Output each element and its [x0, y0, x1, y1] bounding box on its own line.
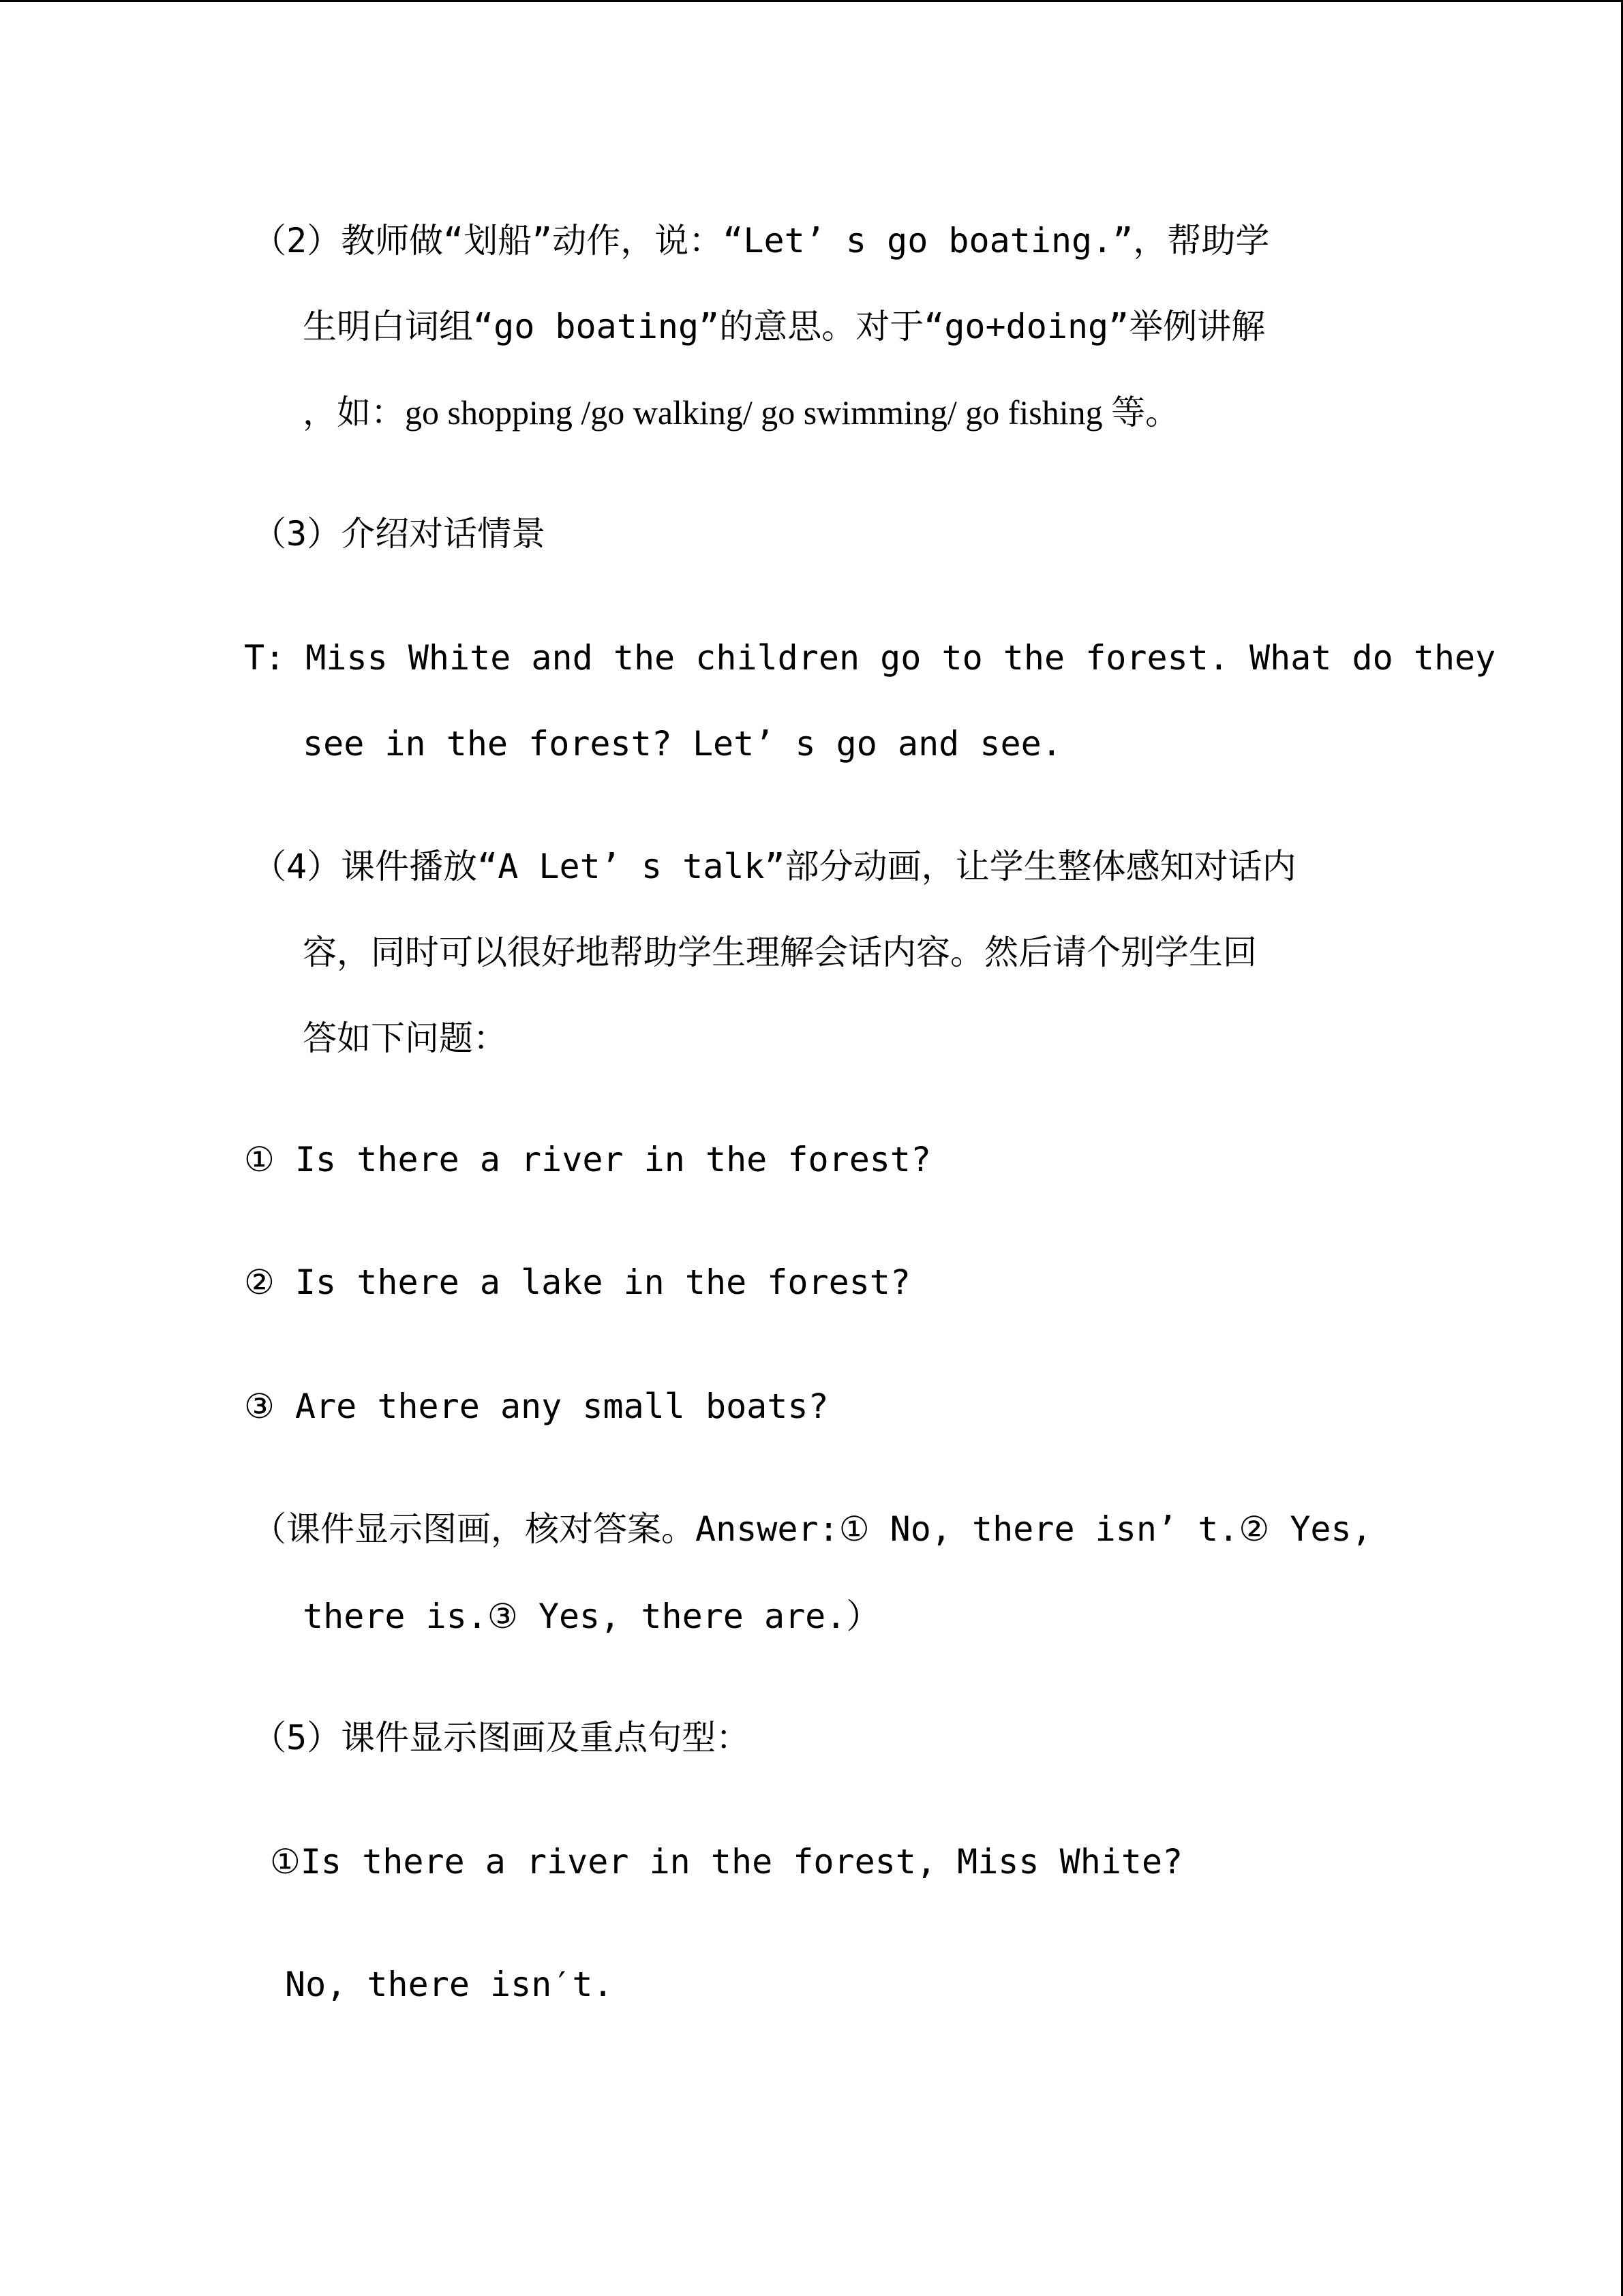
paragraph-2-line-3: ，如：go shopping /go walking/ go swimming/ go fishing 等。	[303, 393, 1180, 432]
answer-line-2: there is.③ Yes, there are.）	[303, 1597, 881, 1636]
paragraph-5-heading: （5）课件显示图画及重点句型：	[252, 1718, 750, 1757]
sentence-pattern-1-answer: No, there isn′t.	[285, 1965, 613, 2004]
paragraph-4-line-1: （4）课件播放“A Let’ s talk”部分动画，让学生整体感知对话内	[252, 847, 1296, 886]
question-1: ① Is there a river in the forest?	[244, 1140, 932, 1179]
answer-line-1: （课件显示图画，核对答案。Answer:① No, there isn’ t.② Yes,	[252, 1509, 1372, 1549]
paragraph-2-line-2: 生明白词组“go boating”的意思。对于“go+doing”举例讲解	[303, 307, 1266, 346]
sentence-pattern-1: ①Is there a river in the forest, Miss White?	[270, 1842, 1183, 1882]
teacher-line-1: T: Miss White and the children go to the forest. What do they	[244, 638, 1496, 678]
paragraph-4-line-2: 容，同时可以很好地帮助学生理解会话内容。然后请个别学生回	[303, 933, 1257, 972]
paragraph-2-line-1: （2）教师做“划船”动作，说：“Let’ s go boating.”，帮助学	[252, 221, 1270, 260]
teacher-line-2: see in the forest? Let’ s go and see.	[303, 724, 1062, 764]
paragraph-4-line-3: 答如下问题：	[303, 1018, 507, 1058]
paragraph-3-heading: （3）介绍对话情景	[252, 514, 546, 554]
question-2: ② Is there a lake in the forest?	[244, 1263, 911, 1302]
question-3: ③ Are there any small boats?	[244, 1387, 829, 1426]
